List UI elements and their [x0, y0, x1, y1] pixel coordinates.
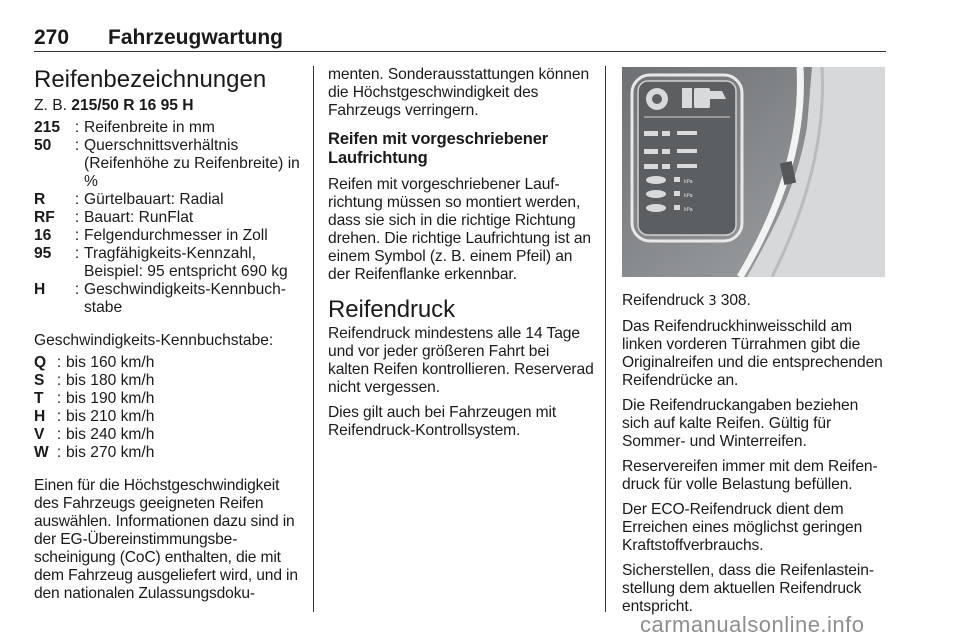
- definition-separator: :: [56, 354, 62, 371]
- definition-row: [34, 119, 300, 137]
- definition-separator: :: [74, 227, 80, 244]
- definition-value: bis 270 km/h: [66, 444, 155, 461]
- section-title: Fahrzeugwartung: [108, 26, 284, 49]
- tire-designation-heading: Reifenbezeichnungen: [34, 66, 267, 93]
- left-column: [34, 66, 300, 603]
- page-ref-arrow-icon[interactable]: 3: [708, 294, 717, 309]
- definition-key: V: [34, 426, 45, 443]
- definition-value: Felgendurchmesser in Zoll: [84, 227, 268, 244]
- definition-row: [34, 191, 300, 209]
- sticker-kpa-label: kPa: [684, 207, 693, 213]
- speed-paragraph: Einen für die Höchstgeschwindigkeit des Fahrzeugs geeigneten Reifen auswählen. Informationen dazu sind in der EG-Übereinstimmungsbescheinigung (CoC) enthalten, die mit dem Fahrzeug ausgeliefert wird, und in den nationalen Zulassungsdoku-: [34, 477, 298, 602]
- definition-row: [34, 209, 300, 227]
- definition-value: bis 180 km/h: [66, 372, 155, 389]
- pressure-paragraph-1: Reifendruck mindestens alle 14 Tage und vor jeder größeren Fahrt bei kalten Reifen kontrollieren. Reserverad nicht vergessen.: [328, 325, 594, 396]
- definition-key: H: [34, 281, 46, 298]
- speed-intro: Geschwindigkeits-Kennbuchstabe:: [34, 332, 274, 349]
- definition-value: Geschwindigkeits-Kennbuchstabe: [84, 281, 286, 316]
- example-code: 215/50 R 16 95 H: [71, 97, 194, 114]
- definition-key: R: [34, 191, 46, 208]
- definition-key: H: [34, 408, 46, 425]
- example-prefix: Z. B.: [34, 97, 67, 114]
- definition-value: bis 210 km/h: [66, 408, 155, 425]
- definition-separator: :: [74, 281, 80, 298]
- definition-value: Gürtelbauart: Radial: [84, 191, 224, 208]
- definition-row: [34, 354, 300, 372]
- definition-key: 50: [34, 137, 52, 154]
- definition-separator: :: [56, 372, 62, 389]
- example-line: [34, 97, 300, 115]
- definition-row: [34, 408, 300, 426]
- page-header: [34, 26, 283, 50]
- definition-value: bis 240 km/h: [66, 426, 155, 443]
- sticker-kpa-label: kPa: [684, 164, 693, 170]
- door-frame-illustration: [622, 67, 885, 277]
- definition-key: 95: [34, 245, 52, 262]
- definition-separator: :: [56, 390, 62, 407]
- reference-text: Reifendruck: [622, 292, 705, 309]
- continuation-paragraph: menten. Sonderausstattungen können die Höchstgeschwindigkeit des Fahrzeugs verringern.: [328, 66, 590, 119]
- definition-key: 16: [34, 227, 52, 244]
- pressure-reference: [622, 292, 887, 311]
- watermark: carmanualsonline.info: [640, 612, 865, 637]
- definition-separator: :: [56, 426, 62, 443]
- definition-row: [34, 390, 300, 408]
- spare-tire-paragraph: Reservereifen immer mit dem Reifendruck für volle Belastung befüllen.: [622, 458, 878, 493]
- column-divider-right: [605, 66, 606, 612]
- definition-separator: :: [74, 209, 80, 226]
- sticker-kpa-label: kPa: [684, 149, 693, 155]
- speed-definition-list: [34, 354, 300, 462]
- definition-separator: :: [56, 408, 62, 425]
- definition-value: bis 190 km/h: [66, 390, 155, 407]
- sticker-kpa-label: kPa: [684, 193, 693, 199]
- eco-pressure-paragraph: Der ECO-Reifendruck dient dem Erreichen eines möglichst geringen Kraftstoffverbrauchs.: [622, 501, 863, 554]
- load-setting-paragraph: Sicherstellen, dass die Reifenlasteinstellung dem aktuellen Reifendruck entspricht.: [622, 562, 875, 615]
- definition-row: [34, 372, 300, 390]
- definition-value: Reifenbreite in mm: [84, 119, 215, 136]
- reference-page[interactable]: 308.: [720, 292, 751, 309]
- sticker-kpa-label: kPa: [684, 131, 693, 137]
- direction-subheading: Reifen mit vorgeschriebener Laufrichtung: [328, 130, 549, 167]
- tire-pressure-label-photo: [622, 67, 885, 277]
- right-column: [622, 292, 887, 623]
- definition-row: [34, 444, 300, 462]
- tire-pressure-heading: Reifendruck: [328, 296, 455, 323]
- definition-row: [34, 281, 300, 317]
- definition-value: Querschnittsverhältnis (Reifenhöhe zu Reifenbreite) in %: [84, 137, 300, 190]
- definition-key: 215: [34, 119, 61, 136]
- definition-row: [34, 245, 300, 281]
- definition-value: Tragfähigkeits-Kennzahl, Beispiel: 95 entspricht 690 kg: [84, 245, 288, 280]
- definition-key: RF: [34, 209, 55, 226]
- sticker-kpa-label: kPa: [684, 179, 693, 185]
- definition-key: Q: [34, 354, 47, 371]
- definition-row: [34, 227, 300, 245]
- column-divider-left: [313, 66, 314, 612]
- cold-tire-paragraph: Die Reifendruckangaben beziehen sich auf kalte Reifen. Gültig für Sommer- und Winterreifen.: [622, 397, 859, 450]
- header-rule: [34, 51, 886, 52]
- definition-value: bis 160 km/h: [66, 354, 155, 371]
- definition-separator: :: [74, 119, 80, 136]
- definition-separator: :: [74, 137, 80, 154]
- label-paragraph: Das Reifendruckhinweisschild am linken vorderen Türrahmen gibt die Originalreifen und die entsprechenden Reifendrücke an.: [622, 318, 883, 389]
- definition-value: Bauart: RunFlat: [84, 209, 194, 226]
- middle-column: [328, 66, 594, 447]
- direction-paragraph: Reifen mit vorgeschriebener Laufrichtung müssen so montiert werden, dass sie sich in die richtige Richtung drehen. Die richtige Laufrichtung ist an einem Symbol (z. B. einem Pfeil) an der Reifenflanke erkennbar.: [328, 176, 591, 283]
- definition-separator: :: [74, 191, 80, 208]
- definition-key: S: [34, 372, 45, 389]
- page-number: 270: [34, 26, 70, 49]
- definition-separator: :: [74, 245, 80, 262]
- definition-row: [34, 426, 300, 444]
- definition-row: [34, 137, 300, 191]
- definition-separator: :: [56, 444, 62, 461]
- definition-key: W: [34, 444, 49, 461]
- pressure-paragraph-2: Dies gilt auch bei Fahrzeugen mit Reifendruck-Kontrollsystem.: [328, 404, 557, 439]
- code-definition-list: [34, 119, 300, 317]
- definition-key: T: [34, 390, 44, 407]
